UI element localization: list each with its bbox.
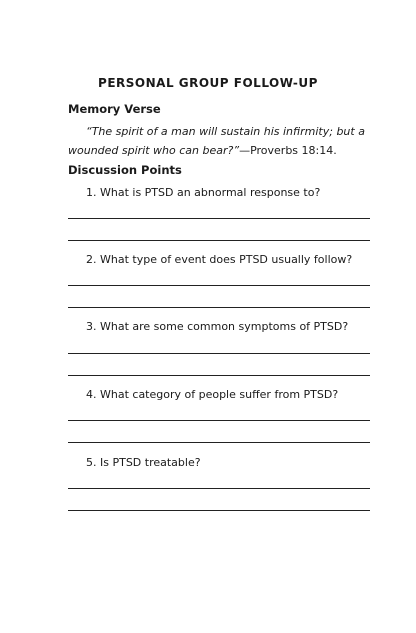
question-3: 3. What are some common symptoms of PTSD? [86,320,349,333]
question-2: 2. What type of event does PTSD usually follow? [86,253,353,266]
answer-line-5a[interactable] [68,488,370,489]
memory-verse-text [68,122,374,160]
answer-line-5b[interactable] [68,510,370,511]
question-1: 1. What is PTSD an abnormal response to? [86,186,321,199]
question-5: 5. Is PTSD treatable? [86,456,201,469]
verse-reference: —Proverbs 18:14. [239,144,337,157]
answer-line-3a[interactable] [68,353,370,354]
question-4: 4. What category of people suffer from PTSD? [86,388,339,401]
answer-line-1a[interactable] [68,218,370,219]
answer-line-1b[interactable] [68,240,370,241]
page-title: PERSONAL GROUP FOLLOW-UP [98,76,318,90]
answer-line-3b[interactable] [68,375,370,376]
answer-line-2b[interactable] [68,307,370,308]
memory-verse-heading: Memory Verse [68,102,161,116]
answer-line-4b[interactable] [68,442,370,443]
answer-line-4a[interactable] [68,420,370,421]
discussion-points-heading: Discussion Points [68,163,182,177]
verse-quote: “The spirit of a man will sustain his infirmity; but a wounded spirit who can bear?” [68,125,365,157]
answer-line-2a[interactable] [68,285,370,286]
